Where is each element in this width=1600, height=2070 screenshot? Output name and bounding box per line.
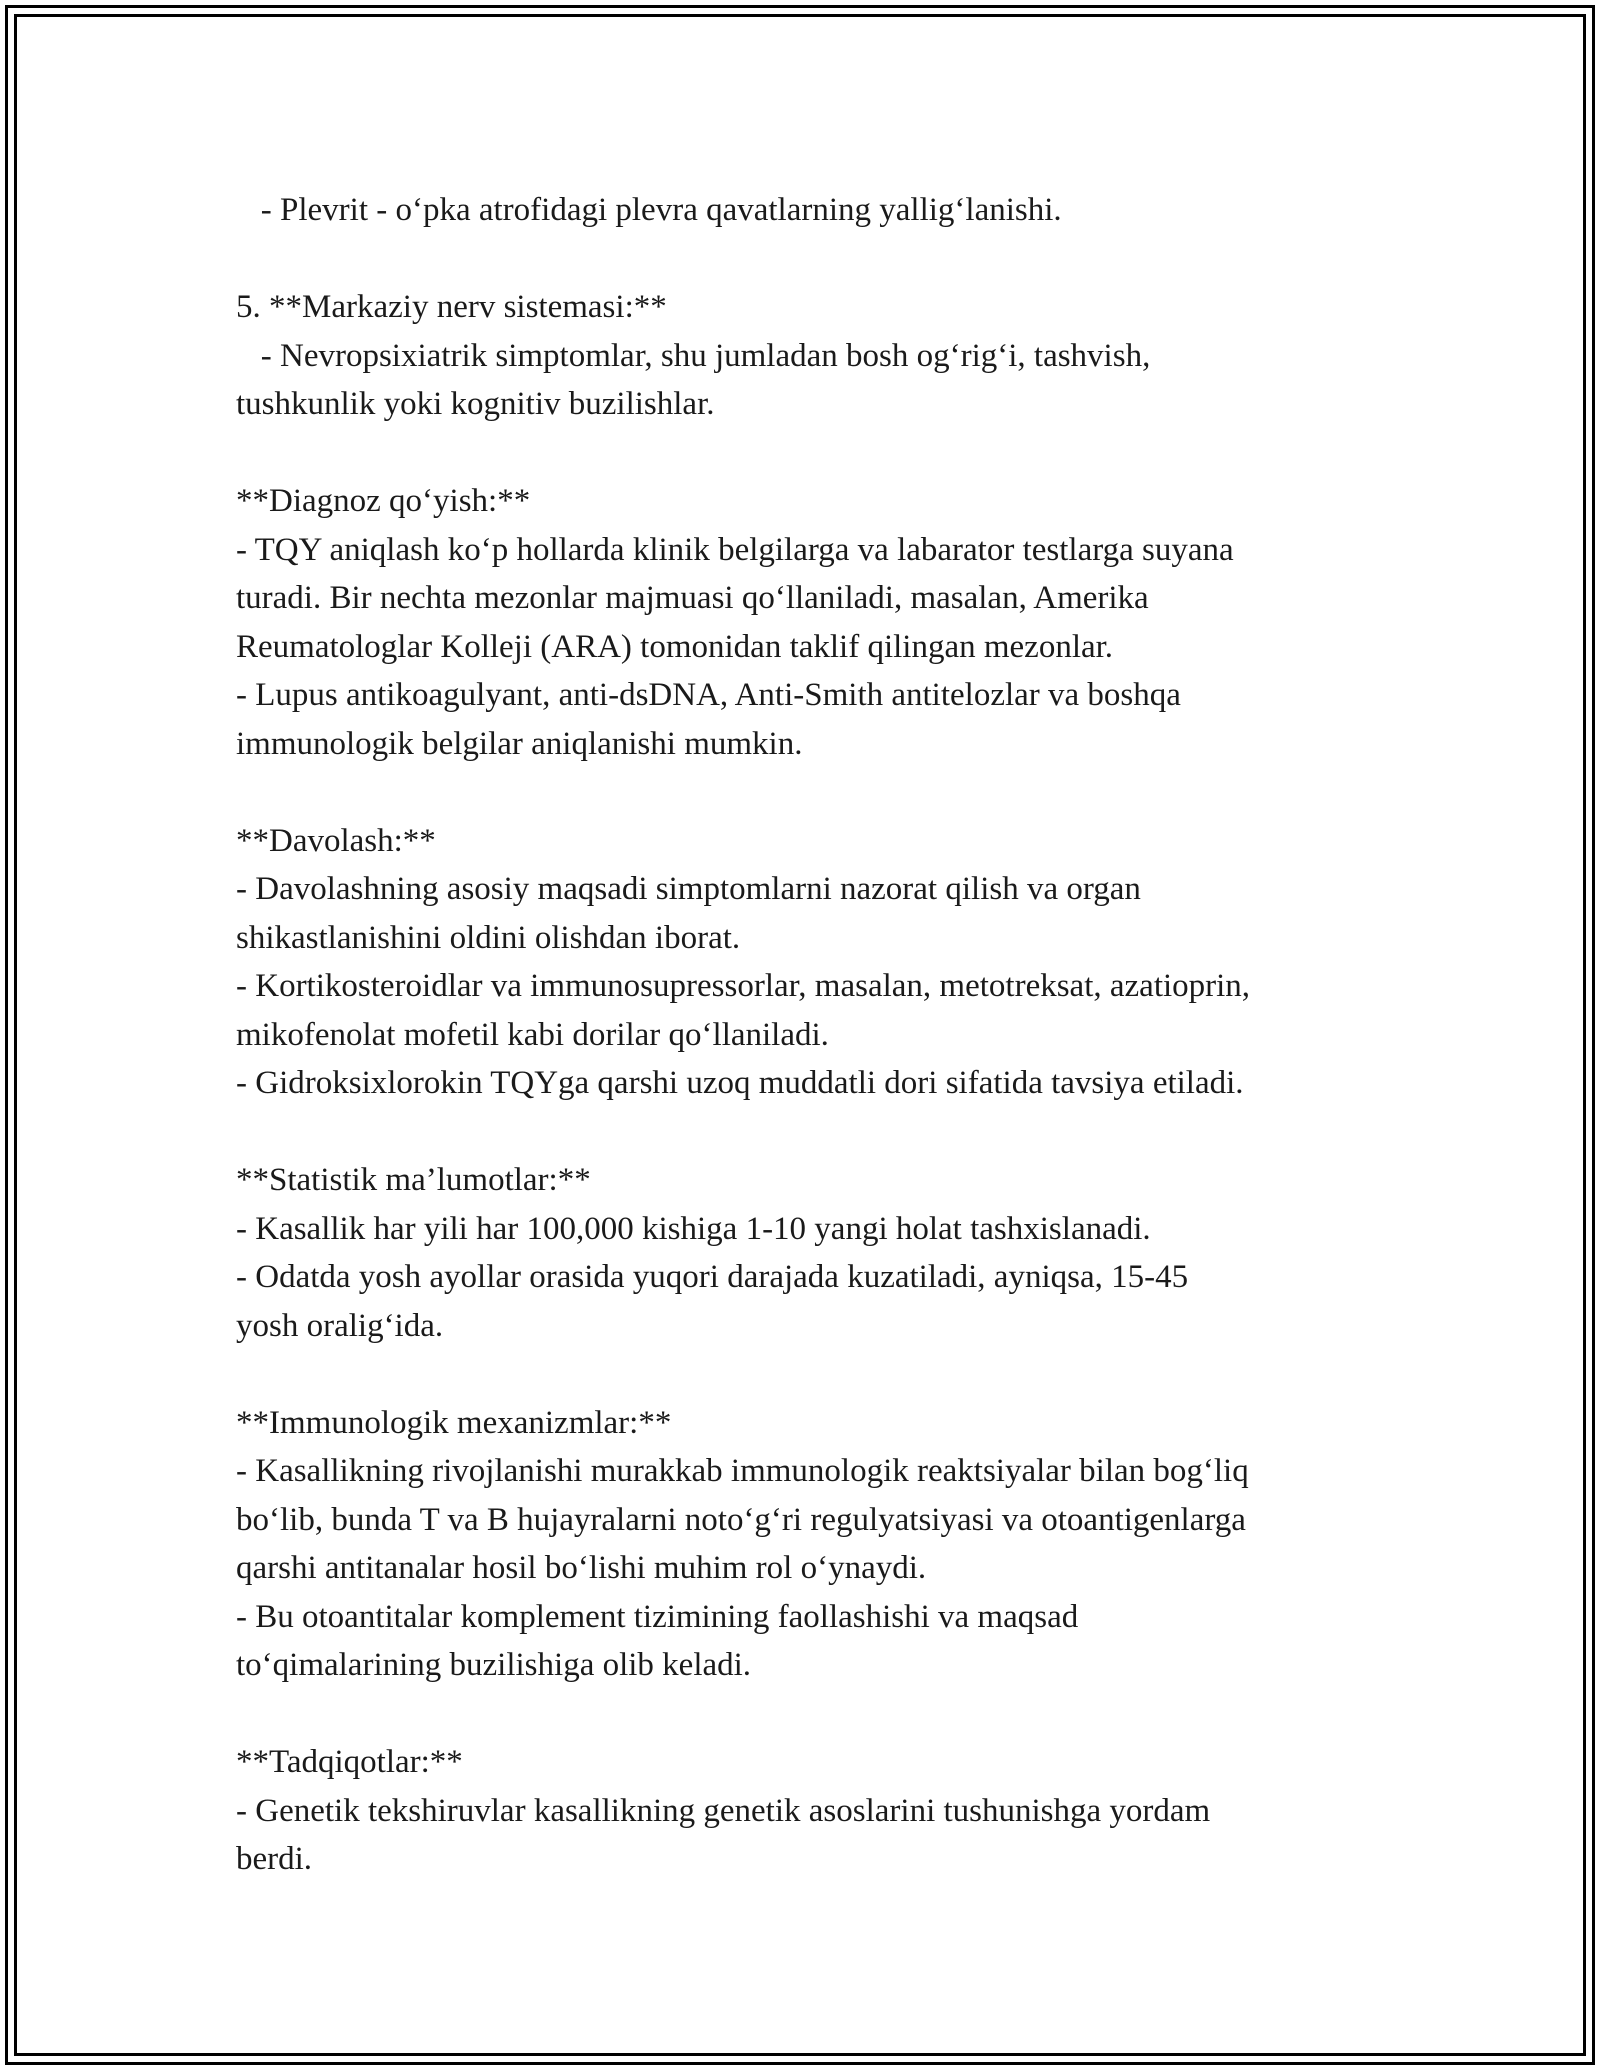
section-heading: **Davolash:**	[236, 822, 436, 859]
text-line: - Kasallik har yili har 100,000 kishiga 1-10 yangi holat tashxislanadi.	[236, 1210, 1151, 1247]
section-heading: **Immunologik mexanizmlar:**	[236, 1404, 672, 1441]
blank-line	[236, 235, 1386, 284]
text-line: to‘qimalarining buzilishiga olib keladi.	[236, 1647, 752, 1683]
text-line: - Gidroksixlorokin TQYga qarshi uzoq muddatli dori sifatida tavsiya etiladi.	[236, 1065, 1244, 1101]
text-line: tushkunlik yoki kognitiv buzilishlar.	[236, 386, 715, 422]
blank-line	[236, 429, 1386, 478]
text-line: qarshi antitanalar hosil bo‘lishi muhim rol o‘ynaydi.	[236, 1550, 927, 1586]
section-heading: **Statistik ma’lumotlar:**	[236, 1162, 591, 1198]
text-line: - Odatda yosh ayollar orasida yuqori darajada kuzatiladi, ayniqsa, 15-45	[236, 1259, 1189, 1295]
text-line: Reumatologlar Kolleji (ARA) tomonidan taklif qilingan mezonlar.	[236, 628, 1114, 665]
document-body	[236, 186, 1386, 1884]
blank-line	[236, 768, 1386, 817]
text-line: - Genetik tekshiruvlar kasallikning genetik asoslarini tushunishga yordam	[236, 1792, 1211, 1829]
blank-line	[236, 1108, 1386, 1157]
text-line: - Davolashning asosiy maqsadi simptomlarni nazorat qilish va organ	[236, 871, 1141, 907]
text-line: - Nevropsixiatrik simptomlar, shu jumladan bosh og‘rig‘i, tashvish,	[236, 337, 1151, 374]
blank-line	[236, 1690, 1386, 1739]
section-heading: 5. **Markaziy nerv sistemasi:**	[236, 289, 667, 325]
text-line: bo‘lib, bunda T va B hujayralarni noto‘g‘ri regulyatsiyasi va otoantigenlarga	[236, 1501, 1246, 1538]
text-line: shikastlanishini oldini olishdan iborat.	[236, 919, 741, 956]
text-line: turadi. Bir nechta mezonlar majmuasi qo‘llaniladi, masalan, Amerika	[236, 580, 1149, 616]
text-line: - Kortikosteroidlar va immunosupressorlar, masalan, metotreksat, azatioprin,	[236, 968, 1251, 1004]
text-line: - Bu otoantitalar komplement tizimining faollashishi va maqsad	[236, 1598, 1079, 1635]
section-heading: **Tadqiqotlar:**	[236, 1744, 463, 1780]
text-line: berdi.	[236, 1841, 313, 1877]
text-line: yosh oralig‘ida.	[236, 1307, 444, 1344]
section-heading: **Diagnoz qo‘yish:**	[236, 483, 531, 519]
text-line: - TQY aniqlash ko‘p hollarda klinik belgilarga va labarator testlarga suyana	[236, 531, 1234, 568]
text-line: - Lupus antikoagulyant, anti-dsDNA, Anti-Smith antitelozlar va boshqa	[236, 677, 1181, 713]
text-line: - Kasallikning rivojlanishi murakkab immunologik reaktsiyalar bilan bog‘liq	[236, 1453, 1249, 1489]
text-line: mikofenolat mofetil kabi dorilar qo‘llaniladi.	[236, 1016, 829, 1053]
text-line: immunologik belgilar aniqlanishi mumkin.	[236, 725, 803, 762]
text-line: - Plevrit - o‘pka atrofidagi plevra qavatlarning yallig‘lanishi.	[236, 192, 1062, 228]
blank-line	[236, 1350, 1386, 1399]
